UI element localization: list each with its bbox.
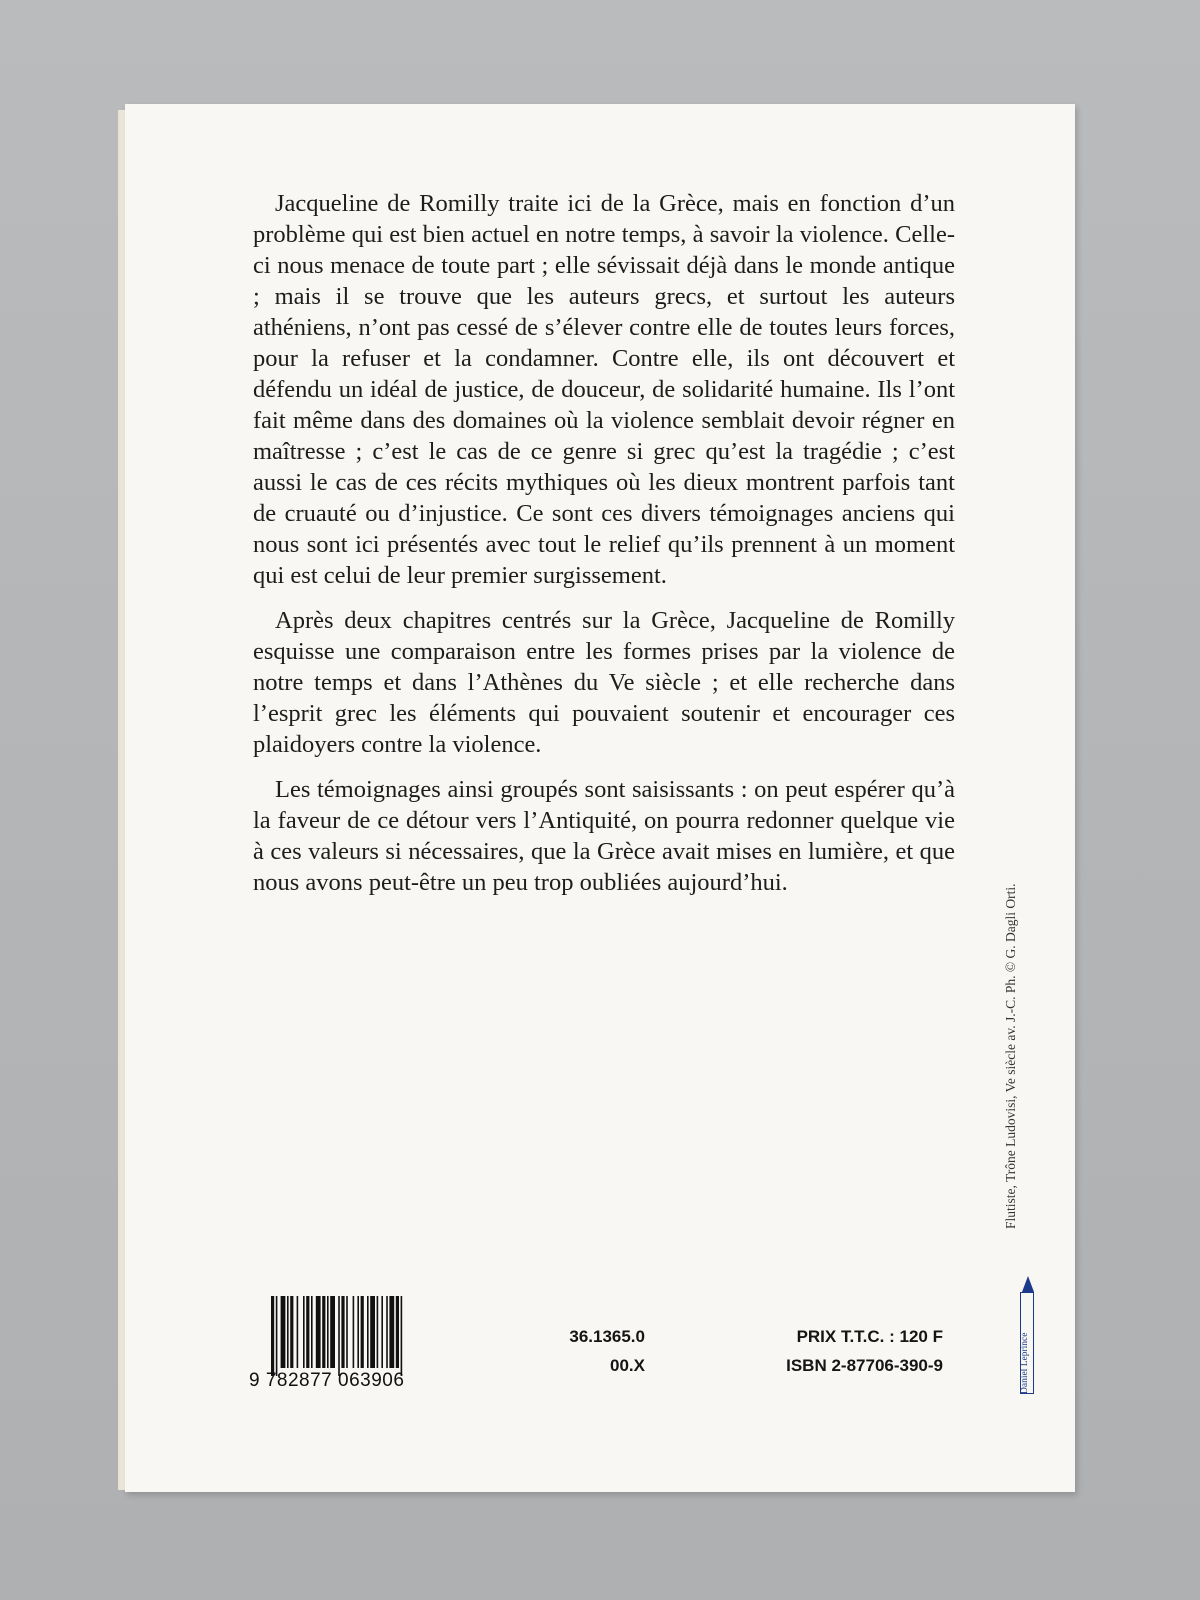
- barcode-digits: 9 782877 063906: [249, 1370, 405, 1391]
- barcode-bar: [346, 1296, 348, 1368]
- publisher-logo-label: Daniel Leprince: [1020, 1332, 1030, 1394]
- barcode-bar: [297, 1296, 299, 1368]
- price-info: [725, 1322, 943, 1380]
- barcode-bar: [341, 1296, 344, 1368]
- barcode-bar: [381, 1296, 383, 1368]
- barcode-bar: [330, 1296, 335, 1368]
- blurb-paragraph: Les témoignages ainsi groupés sont saisissants : on peut espérer qu’à la faveur de ce détour vers l’Antiquité, on pourra redonner quelque vie à ces valeurs si nécessaires, que la Grèce avait mises en lumière, et que nous avons peut-être un peu trop oubliées aujourd’hui.: [253, 776, 955, 896]
- barcode-bar: [361, 1296, 364, 1368]
- barcode-bar: [287, 1296, 289, 1368]
- barcode-bar: [306, 1296, 309, 1368]
- barcode-bar: [276, 1296, 278, 1376]
- barcode-bar: [386, 1296, 388, 1368]
- photo-credit: Flutiste, Trône Ludovisi, Ve siècle av. J.-C. Ph. © G. Dagli Orti.: [1003, 883, 1018, 1229]
- blurb-paragraph: Jacqueline de Romilly traite ici de la Grèce, mais en fonction d’un problème qui est bien actuel en notre temps, à savoir la violence. Celle-ci nous menace de toute part ; elle sévissait déjà dans le monde antique ; mais il se trouve que les auteurs grecs, et surtout les auteurs athéniens, n’ont pas cessé de s’élever contre elle de toutes leurs forces, pour la refuser et la condamner. Contre elle, ils ont découvert et défendu un idéal de justice, de douceur, de solidarité humaine. Ils l’ont fait même dans des domaines où la violence semblait devoir régner en maîtresse ; c’est le cas de ce genre si grec qu’est la tragédie ; c’est aussi le cas de ces récits mythiques où les dieux montrent parfois tant de cruauté ou d’injustice. Ce sont ces divers témoignages anciens qui nous sont ici présentés avec tout le relief qu’ils prennent à un moment qui est celui de leur premier surgissement.: [253, 190, 955, 589]
- barcode-bar: [357, 1296, 359, 1368]
- barcode-bar: [322, 1296, 325, 1368]
- barcode-bar: [271, 1296, 274, 1376]
- barcode-bar: [377, 1296, 379, 1368]
- barcode-bar: [290, 1296, 293, 1368]
- barcode-bar: [327, 1296, 329, 1368]
- barcode-bar: [367, 1296, 369, 1368]
- publisher-logo: [1020, 1274, 1036, 1394]
- barcode-bar: [370, 1296, 375, 1368]
- barcode-bar: [389, 1296, 394, 1368]
- reference-code-line2: 00.X: [610, 1356, 645, 1375]
- barcode-bar: [396, 1296, 399, 1368]
- blurb-text: [253, 188, 955, 912]
- reference-code-line1: 36.1365.0: [569, 1327, 645, 1346]
- blurb-paragraph: Après deux chapitres centrés sur la Grèce, Jacqueline de Romilly esquisse une comparaison entre les formes prises par la violence de notre temps et dans l’Athènes du Ve siècle ; et elle recherche dans l’esprit grec les éléments qui pouvaient soutenir et encourager ces plaidoyers contre la violence.: [253, 607, 955, 758]
- barcode-bar: [281, 1296, 286, 1368]
- barcode-bar: [303, 1296, 305, 1368]
- barcode-bars: [249, 1296, 463, 1376]
- isbn-label: ISBN 2-87706-390-9: [786, 1356, 943, 1375]
- barcode-bar: [316, 1296, 321, 1368]
- reference-codes: [545, 1322, 645, 1380]
- barcode: [249, 1296, 463, 1416]
- price-label: PRIX T.T.C. : 120 F: [796, 1327, 943, 1346]
- barcode-bar: [353, 1296, 355, 1368]
- barcode-bar: [311, 1296, 313, 1368]
- book-back-cover: [125, 104, 1075, 1492]
- barcode-bar: [401, 1296, 403, 1376]
- barcode-bar: [338, 1296, 340, 1376]
